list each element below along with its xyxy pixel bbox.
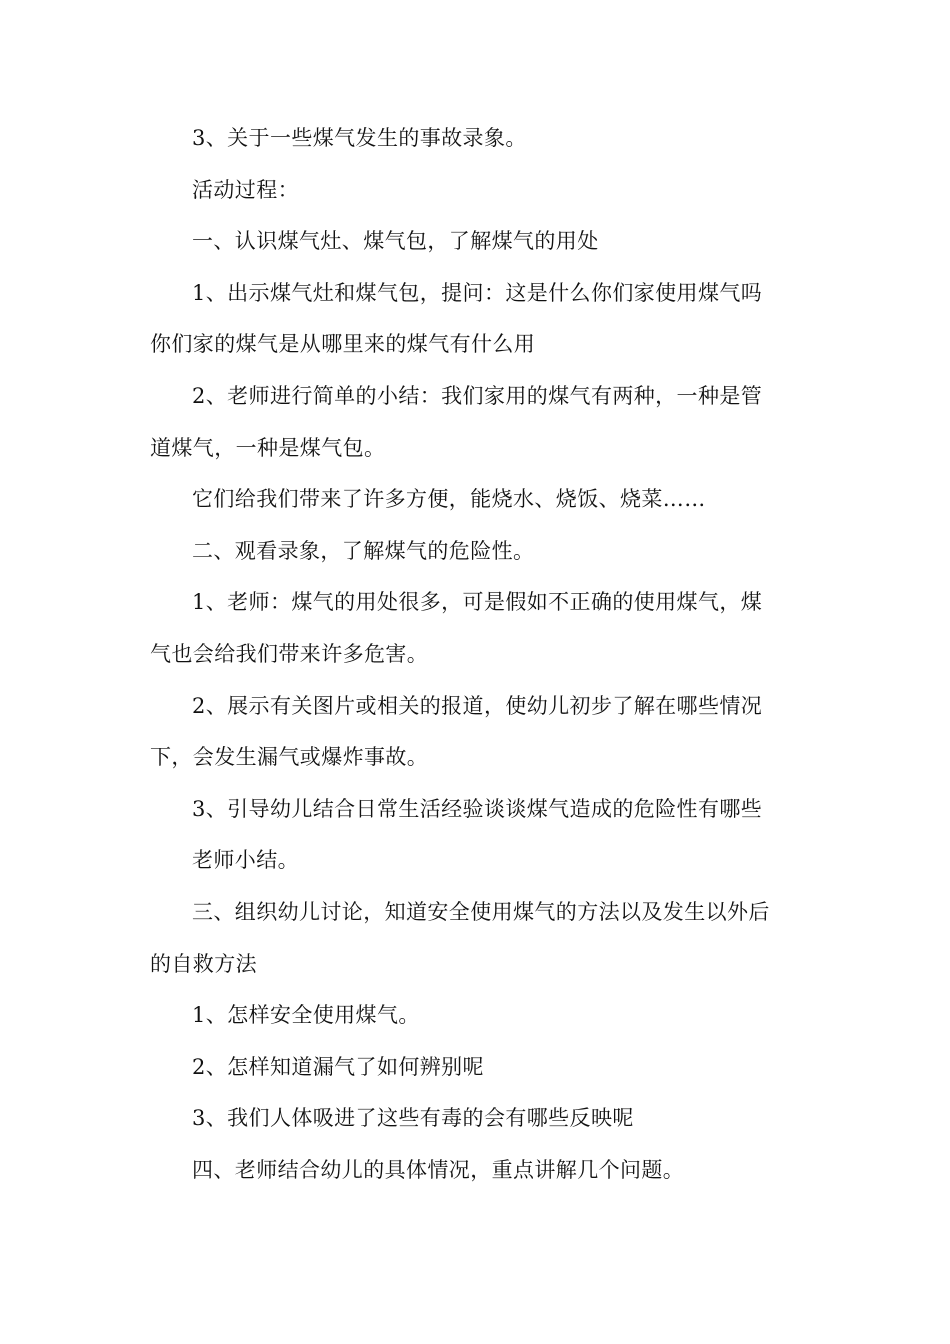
text-line: 2、老师进行简单的小结：我们家用的煤气有两种，一种是管 [192, 383, 763, 408]
document-body [150, 113, 800, 1196]
text-line: 四、老师结合幼儿的具体情况，重点讲解几个问题。 [192, 1157, 685, 1182]
text-line: 二、观看录象，了解煤气的危险性。 [192, 538, 535, 563]
text-line: 老师小结。 [192, 848, 299, 873]
text-line: 你们家的煤气是从哪里来的煤气有什么用 [150, 332, 536, 357]
text-line: 1、怎样安全使用煤气。 [192, 1003, 420, 1028]
text-line: 活动过程： [192, 177, 299, 202]
text-line: 一、认识煤气灶、煤气包，了解煤气的用处 [192, 229, 599, 254]
text-line: 三、组织幼儿讨论，知道安全使用煤气的方法以及发生以外后 [192, 899, 770, 924]
text-line: 下，会发生漏气或爆炸事故。 [150, 745, 429, 770]
text-line: 的自救方法 [150, 951, 257, 976]
text-line: 道煤气，一种是煤气包。 [150, 435, 386, 460]
text-line: 1、老师：煤气的用处很多，可是假如不正确的使用煤气，煤 [192, 590, 763, 615]
text-line: 2、怎样知道漏气了如何辨别呢 [192, 1054, 484, 1079]
text-line: 3、引导幼儿结合日常生活经验谈谈煤气造成的危险性有哪些 [192, 796, 763, 821]
text-line: 3、关于一些煤气发生的事故录象。 [192, 126, 527, 150]
text-line: 气也会给我们带来许多危害。 [150, 641, 429, 666]
text-line: 3、我们人体吸进了这些有毒的会有哪些反映呢 [192, 1106, 634, 1131]
text-line: 它们给我们带来了许多方便，能烧水、烧饭、烧菜…… [192, 487, 706, 512]
text-line: 1、出示煤气灶和煤气包，提问：这是什么你们家使用煤气吗 [192, 280, 763, 305]
text-line: 2、展示有关图片或相关的报道，使幼儿初步了解在哪些情况 [192, 693, 763, 718]
